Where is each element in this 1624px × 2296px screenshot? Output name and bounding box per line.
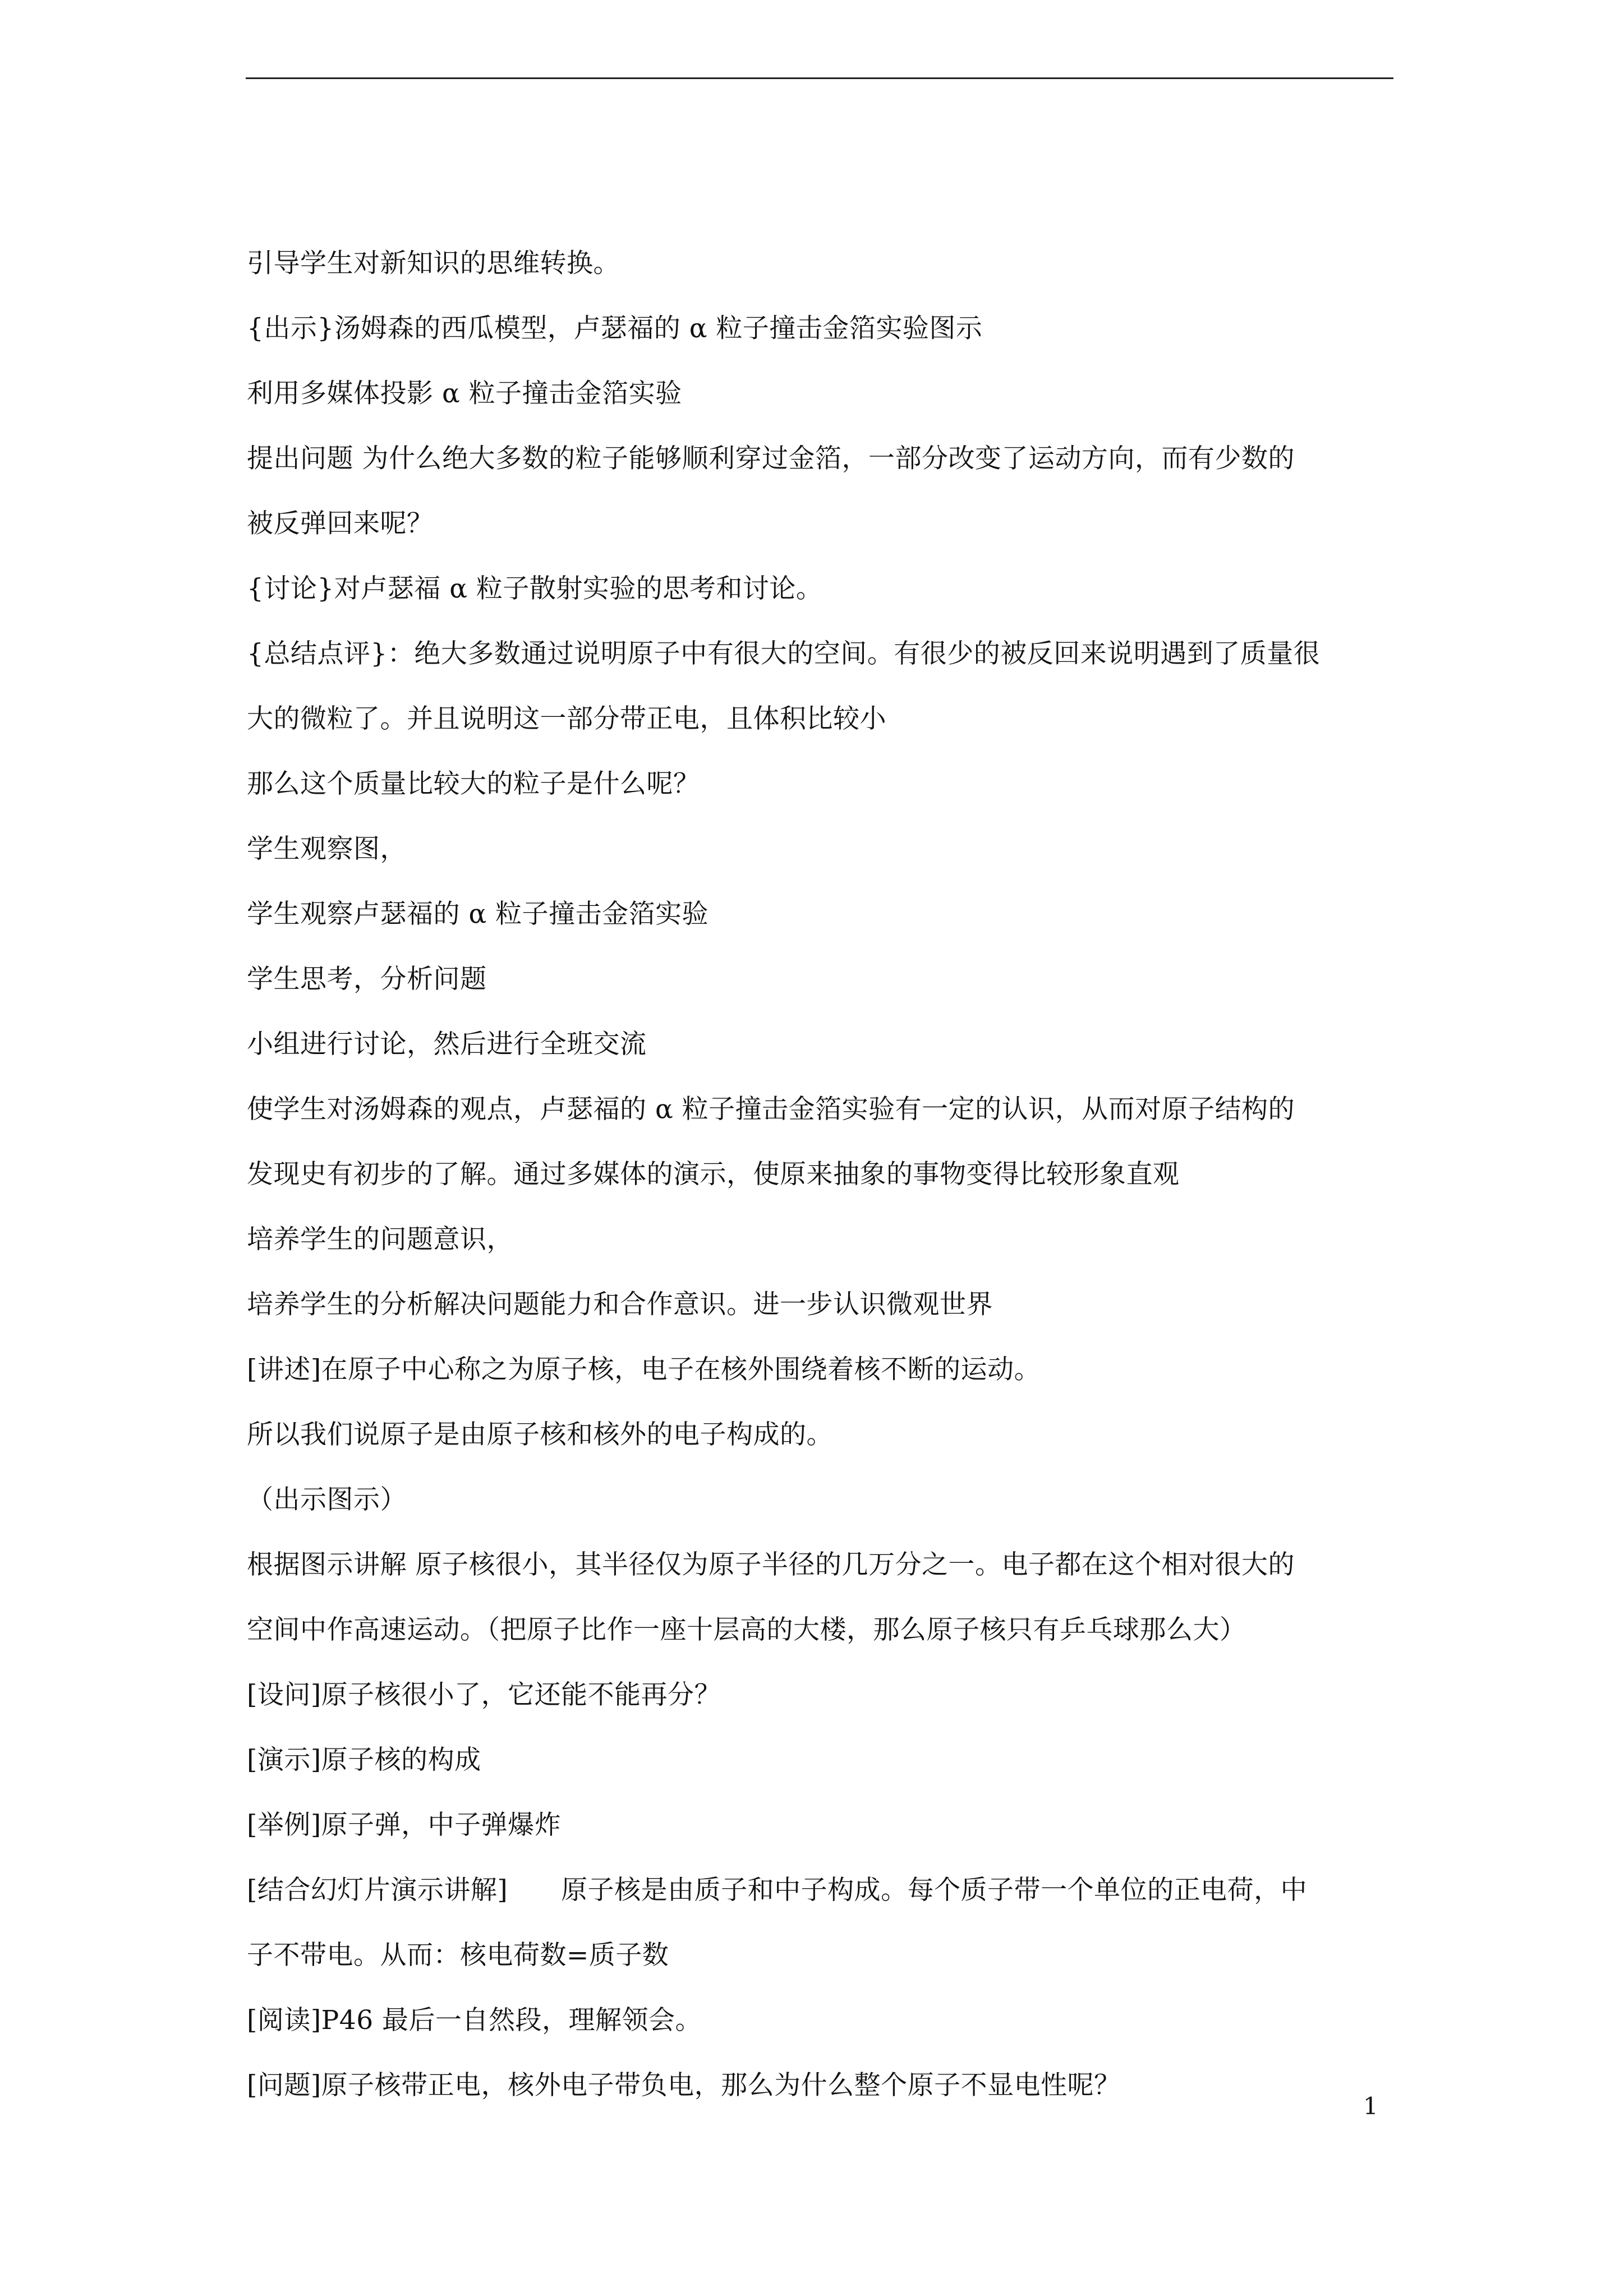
text-line: [讲述]在原子中心称之为原子核，电子在核外围绕着核不断的运动。	[247, 1354, 1041, 1385]
text-line: [结合幻灯片演示讲解] 原子核是由质子和中子构成。每个质子带一个单位的正电荷，中	[247, 1875, 1308, 1906]
text-line: 引导学生对新知识的思维转换。	[247, 248, 620, 279]
text-line: 所以我们说原子是由原子核和核外的电子构成的。	[247, 1419, 833, 1450]
text-line: {总结点评}：绝大多数通过说明原子中有很大的空间。有很少的被反回来说明遇到了质量很	[247, 638, 1321, 669]
text-line: 小组进行讨论，然后进行全班交流	[247, 1029, 647, 1060]
text-line: 子不带电。从而：核电荷数=质子数	[247, 1940, 669, 1971]
text-line: 学生观察图，	[247, 834, 407, 864]
text-line: {讨论}对卢瑟福 α 粒子散射实验的思考和讨论。	[247, 573, 823, 604]
text-line: {出示}汤姆森的西瓜模型，卢瑟福的 α 粒子撞击金箔实验图示	[247, 313, 983, 344]
text-line: [问题]原子核带正电，核外电子带负电，那么为什么整个原子不显电性呢？	[247, 2070, 1121, 2101]
text-line: 培养学生的问题意识，	[247, 1224, 513, 1255]
text-line: 根据图示讲解 原子核很小，其半径仅为原子半径的几万分之一。电子都在这个相对很大的	[247, 1549, 1295, 1580]
text-line: （出示图示）	[247, 1484, 407, 1515]
document-body	[247, 231, 1402, 2118]
text-line: [演示]原子核的构成	[247, 1745, 481, 1775]
text-line: [举例]原子弹，中子弹爆炸	[247, 1810, 562, 1841]
text-line: [设问]原子核很小了，它还能不能再分？	[247, 1680, 721, 1710]
text-line: 那么这个质量比较大的粒子是什么呢？	[247, 769, 700, 799]
text-line: 发现史有初步的了解。通过多媒体的演示，使原来抽象的事物变得比较形象直观	[247, 1159, 1180, 1190]
text-line: 利用多媒体投影 α 粒子撞击金箔实验	[247, 378, 682, 409]
page-number: 1	[1363, 2092, 1378, 2120]
text-line: 被反弹回来呢？	[247, 508, 434, 539]
text-line: 大的微粒了。并且说明这一部分带正电，且体积比较小	[247, 703, 886, 734]
text-line: 使学生对汤姆森的观点，卢瑟福的 α 粒子撞击金箔实验有一定的认识，从而对原子结构的	[247, 1094, 1295, 1125]
text-line: 学生思考，分析问题	[247, 964, 487, 995]
text-line: 空间中作高速运动。（把原子比作一座十层高的大楼，那么原子核只有乒乓球那么大）	[247, 1614, 1246, 1645]
text-line: 学生观察卢瑟福的 α 粒子撞击金箔实验	[247, 899, 709, 930]
text-line: [阅读]P46 最后一自然段，理解领会。	[247, 2005, 702, 2036]
header-rule	[246, 77, 1393, 79]
text-line: 培养学生的分析解决问题能力和合作意识。进一步认识微观世界	[247, 1289, 993, 1320]
text-line: 提出问题 为什么绝大多数的粒子能够顺利穿过金箔，一部分改变了运动方向，而有少数的	[247, 443, 1295, 474]
